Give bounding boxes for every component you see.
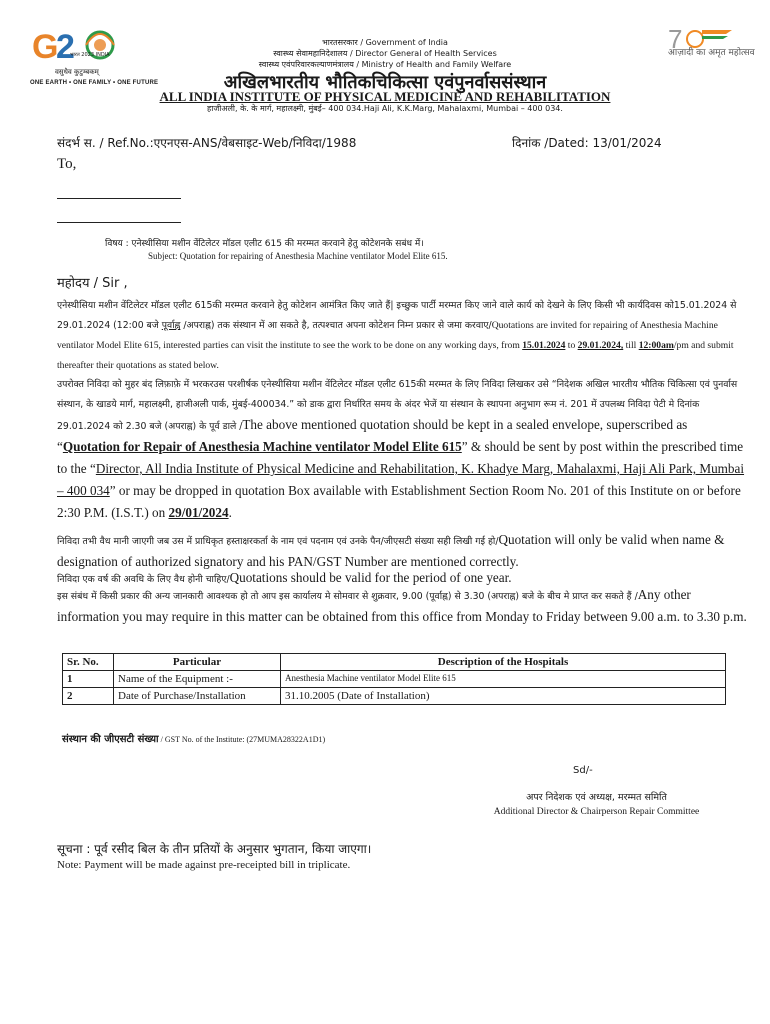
para1-hindi: एनेस्थीसिया मशीन वेंटिलेटर मॉडल एलीट 615की मरम्मत करवाने हेतु कोटेशन आमंत्रित किए जाते हैं| इच्छुक पार्टी मरम्मत किए जाने वाले कार्य को देखने के लिए किसी भी कार्यदिवस को15.01.2024 से 29.01.2024 (12:00 बजे [57,300,737,331]
signed-mark: Sd/- [573,765,593,776]
table-cell: 2 [63,688,114,705]
para4-hindi: निविदा एक वर्ष की अवधि के लिए वैध होनी चाहिए/ [57,574,230,585]
gst-label-english: / GST No. of the Institute: (27MUMA28322A1D1) [158,735,326,744]
g20-tagline: ONE EARTH • ONE FAMILY • ONE FUTURE [30,80,159,86]
para5-english: Any other information you may require in this matter can be obtained from this office from Monday to Friday between 9.00 a.m. to 3.30 p.m. [57,587,747,624]
table-header: Sr. No. [63,654,114,671]
paragraph-information [57,585,747,629]
letter-date: दिनांक /Dated: 13/01/2024 [512,136,662,150]
svg-text:2: 2 [56,28,75,66]
para1-to-word: to [565,340,578,351]
table-row [63,688,726,705]
g20-small-text: भारत 2023 INDIA [70,52,110,58]
para1-hindi-underlined: पूर्वाह्न [161,320,181,331]
para2-quote-title: Quotation for Repair of Anesthesia Machine ventilator Model Elite 615 [62,439,462,454]
para2-director-address: Director, All India Institute of Physical Medicine and Rehabilitation, K. Khadye Marg, Mahalaxmi, Haji Ali Park, Mumbai – 400 034 [57,461,745,498]
para2-english-a: The above mentioned quotation should be kept in a sealed envelope, superscribed as “ [57,417,688,454]
para2-deadline: 29/01/2024 [168,505,229,520]
reference-number: संदर्भ स. / Ref.No.:एएनएस-ANS/वेबसाइट-Web/निविदा/1988 [57,136,357,150]
subject-hindi: विषय : एनेस्थीसिया मशीन वेंटिलेटर मॉडल एलीट 615 की मरम्मत करवाने हेतु कोटेशनके सबंध में। [105,239,424,249]
table-cell: Name of the Equipment :- [114,671,281,688]
table-header: Particular [114,654,281,671]
gst-label-hindi: संस्थान की जीएसटी संख्या [62,734,159,745]
institute-address: हाजीअली, के. के मार्ग, महालक्ष्मी, मुंबई– 400 034.Haji Ali, K.K.Marg, Mahalaxmi, Mumbai – 400 034. [207,104,563,113]
addressee-blank-line [57,198,181,199]
para4-english: Quotations should be valid for the period of one year. [229,570,512,585]
signatory-hindi: अपर निदेशक एवं अध्यक्ष, मरम्मत समिति [526,792,667,803]
table-cell: 31.10.2005 (Date of Installation) [281,688,726,705]
paragraph-invitation [57,296,747,376]
svg-text:7: 7 [668,24,683,54]
note-english: Note: Payment will be made against pre-receipted bill in triplicate. [57,859,351,871]
svg-text:G: G [32,28,59,66]
para1-english: Quotations are invited for repairing of Anesthesia Machine ventilator Model Elite 615, interested parties can visit the institute to see the work to be done on any working days, from [57,320,718,351]
addressee-blank-line [57,222,181,223]
para1-english-tail: /pm and submit thereafter their quotations as stated below. [57,340,734,371]
para1-hindi-tail: /अपराह्न) तक संस्थान में आ सकते है, तत्पश्चात अपना कोटेशन निम्न प्रकार से जमा करवाए/ [180,320,492,331]
to-line: To, [57,156,77,172]
table-cell: 1 [63,671,114,688]
ministry-line: स्वास्थ्य एवंपरिवारकल्याणमंत्रालय / Ministry of Health and Family Welfare [258,60,512,69]
salutation: महोदय / Sir , [57,276,128,291]
para3-hindi: निविदा तभी वैध मानी जाएगी जब उस में प्राधिकृत हस्ताक्षरकर्ता के नाम एवं पदनाम एवं उनके पैन/जीएसटी संख्या सही लिखी गई हो/ [57,536,499,547]
para2-hindi: उपरोक्त निविदा को मुहर बंद लिफ़ाफ़े में भरकरउस परशीर्षक एनेस्थीसिया मशीन वेंटिलेटर मॉडल एलीट 615की मरम्मत के लिए निविदा लिखकर उसे “निदेशक अखिल भारतीय भौतिक चिकित्सा एवं पुनर्वास संस्थान, के खाडये मार्ग, महालक्ष्मी, हाजीअली पार्क, मुंबई-400034.” को डाक द्वारा निर्धारित समय के अंदर भेजें या संस्थान के स्थापना अनुभाग रूम नं. 201 में उपलब्ध निविदा पेटी मे दिनांक 29.01.2024 को 2.30 बजे (अपराह्न) के पूर्व डाले / [57,379,738,432]
g20-hindi-motto: वसुधैव कुटुम्बकम् [55,68,99,76]
paragraph-submission [57,375,747,525]
equipment-table [62,653,726,705]
table-cell: Anesthesia Machine ventilator Model Elite 615 [281,671,726,688]
table-header-row [63,654,726,671]
gst-number-line [62,731,325,745]
subject-english: Subject: Quotation for repairing of Anesthesia Machine ventilator Model Elite 615. [148,251,448,261]
para2-english-b: ” & should be sent by post within the prescribed time to the “ [57,439,744,476]
para2-english-c: ” or may be dropped in quotation Box available with Establishment Section Room No. 201 of this Institute on or before 2:30 P.M. (I.S.T.) on [57,483,741,520]
note-hindi: सूचना : पूर्व रसीद बिल के तीन प्रतियों के अनुसार भुगतान, किया जाएगा। [57,842,372,856]
dghs-line: स्वास्थ्य सेवामहानिदेशालय / Director General of Health Services [273,49,497,58]
para3-english: Quotation will only be valid when name & designation of authorized signatory and his PAN/GST Number are mentioned correctly. [57,532,725,569]
azadi-text: आज़ादी का अमृत महोत्सव [668,48,755,58]
para1-date-to: 29.01.2024, [577,340,624,351]
signatory-english: Additional Director & Chairperson Repair Committee [493,807,700,817]
table-header: Description of the Hospitals [281,654,726,671]
para2-end: . [228,505,232,520]
institute-name-hindi: अखिलभारतीय भौतिकचिकित्सा एवंपुनर्वाससंस्थान [223,72,547,93]
para5-hindi: इस संबंध में किसी प्रकार की अन्य जानकारी आवश्यक हो तो आप इस कार्यालय मे सोमवार से शुक्रवार, 9.00 (पूर्वाह्न) से 3.30 (अपराह्न) बजे के बीच मे प्राप्त कर सकते हैं / [57,591,638,602]
table-row [63,671,726,688]
table-cell: Date of Purchase/Installation [114,688,281,705]
para1-time: 12:00am [638,340,674,351]
para1-till: till [623,340,639,351]
institute-name-english: ALL INDIA INSTITUTE OF PHYSICAL MEDICINE AND REHABILITATION [159,89,611,104]
gov-of-india-line: भारतसरकार / Government of India [322,38,448,47]
para1-date-from: 15.01.2024 [522,340,566,351]
